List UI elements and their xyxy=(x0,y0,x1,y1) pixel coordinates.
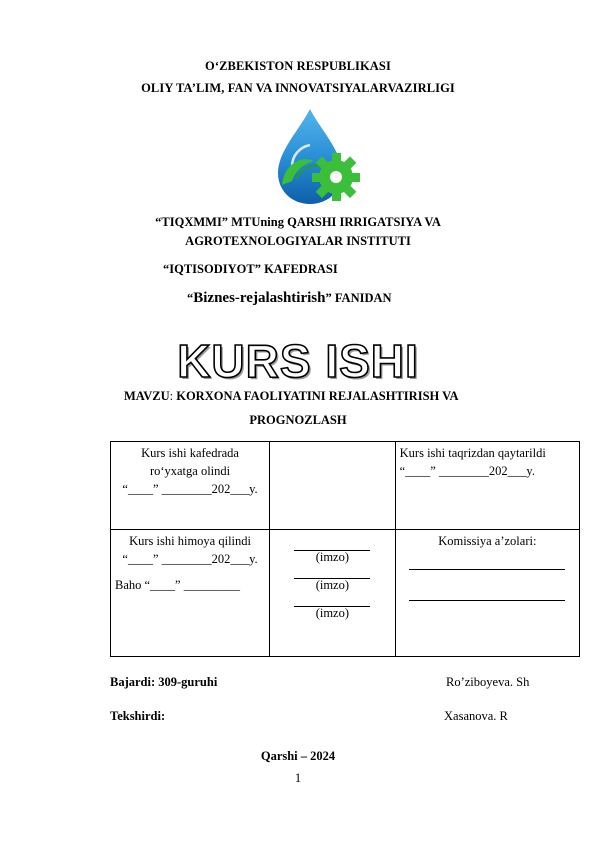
done-label: Bajardi: 309-guruhi xyxy=(110,675,218,689)
ministry-line-2: OLIY TA’LIM, FAN VA INNOVATSIYALARVAZIRLIGI xyxy=(141,81,455,95)
commission-line xyxy=(409,592,565,601)
checked-name: Xasanova. R xyxy=(444,709,508,723)
work-title: KURS ISHI xyxy=(177,335,419,387)
commission-cell xyxy=(395,530,579,657)
signature-label-1: (imzo) xyxy=(315,550,350,564)
subject-suffix: ” FANIDAN xyxy=(325,291,392,305)
grade-line: Baho “____” _________ xyxy=(115,578,240,592)
defended-date: “____” ________202___y. xyxy=(122,552,258,566)
received-cell xyxy=(111,442,270,530)
ministry-line-1: O‘ZBEKISTON RESPUBLIKASI xyxy=(205,59,391,73)
subject-line xyxy=(187,289,392,307)
done-name: Ro’ziboyeva. Sh xyxy=(446,675,530,689)
approval-table xyxy=(110,441,580,657)
topic-text-1: KORXONA FAOLIYATINI REJALASHTIRISH VA xyxy=(173,389,459,403)
checked-label: Tekshirdi: xyxy=(110,709,166,723)
empty-cell xyxy=(270,442,396,530)
received-line-1: Kurs ishi kafedrada xyxy=(141,446,239,460)
topic-line-1 xyxy=(124,389,459,404)
table-row xyxy=(111,530,580,657)
signature-label-3: (imzo) xyxy=(315,606,350,620)
institute-line-2: AGROTEXNOLOGIYALAR INSTITUTI xyxy=(185,234,411,248)
institute-line-1: “TIQXMMI” MTUning QARSHI IRRIGATSIYA VA xyxy=(155,215,441,229)
signature-label-2: (imzo) xyxy=(315,578,350,592)
received-date: “____” ________202___y. xyxy=(122,482,258,496)
topic-label: MAVZU xyxy=(124,389,170,403)
subject-name: Biznes-rejalashtirish xyxy=(193,290,326,306)
institute-logo-icon xyxy=(270,107,366,207)
table-row xyxy=(111,442,580,530)
department: “IQTISODIYOT” KAFEDRASI xyxy=(163,262,338,276)
defended-cell xyxy=(111,530,270,657)
commission-line xyxy=(409,561,565,570)
subject-open-quote: “ xyxy=(187,291,194,305)
page-number: 1 xyxy=(294,771,302,785)
topic-colon: : xyxy=(169,389,174,403)
signatures-cell xyxy=(270,530,396,657)
returned-line-1: Kurs ishi taqrizdan qaytarildi xyxy=(399,446,546,460)
city-year: Qarshi – 2024 xyxy=(260,749,336,763)
returned-date: “____” ________202___y. xyxy=(399,464,535,478)
commission-label: Komissiya a’zolari: xyxy=(438,534,537,548)
defended-line-1: Kurs ishi himoya qilindi xyxy=(129,534,251,548)
returned-cell xyxy=(395,442,579,530)
topic-line-2: PROGNOZLASH xyxy=(249,413,347,427)
received-line-2: ro‘yxatga olindi xyxy=(149,464,231,478)
